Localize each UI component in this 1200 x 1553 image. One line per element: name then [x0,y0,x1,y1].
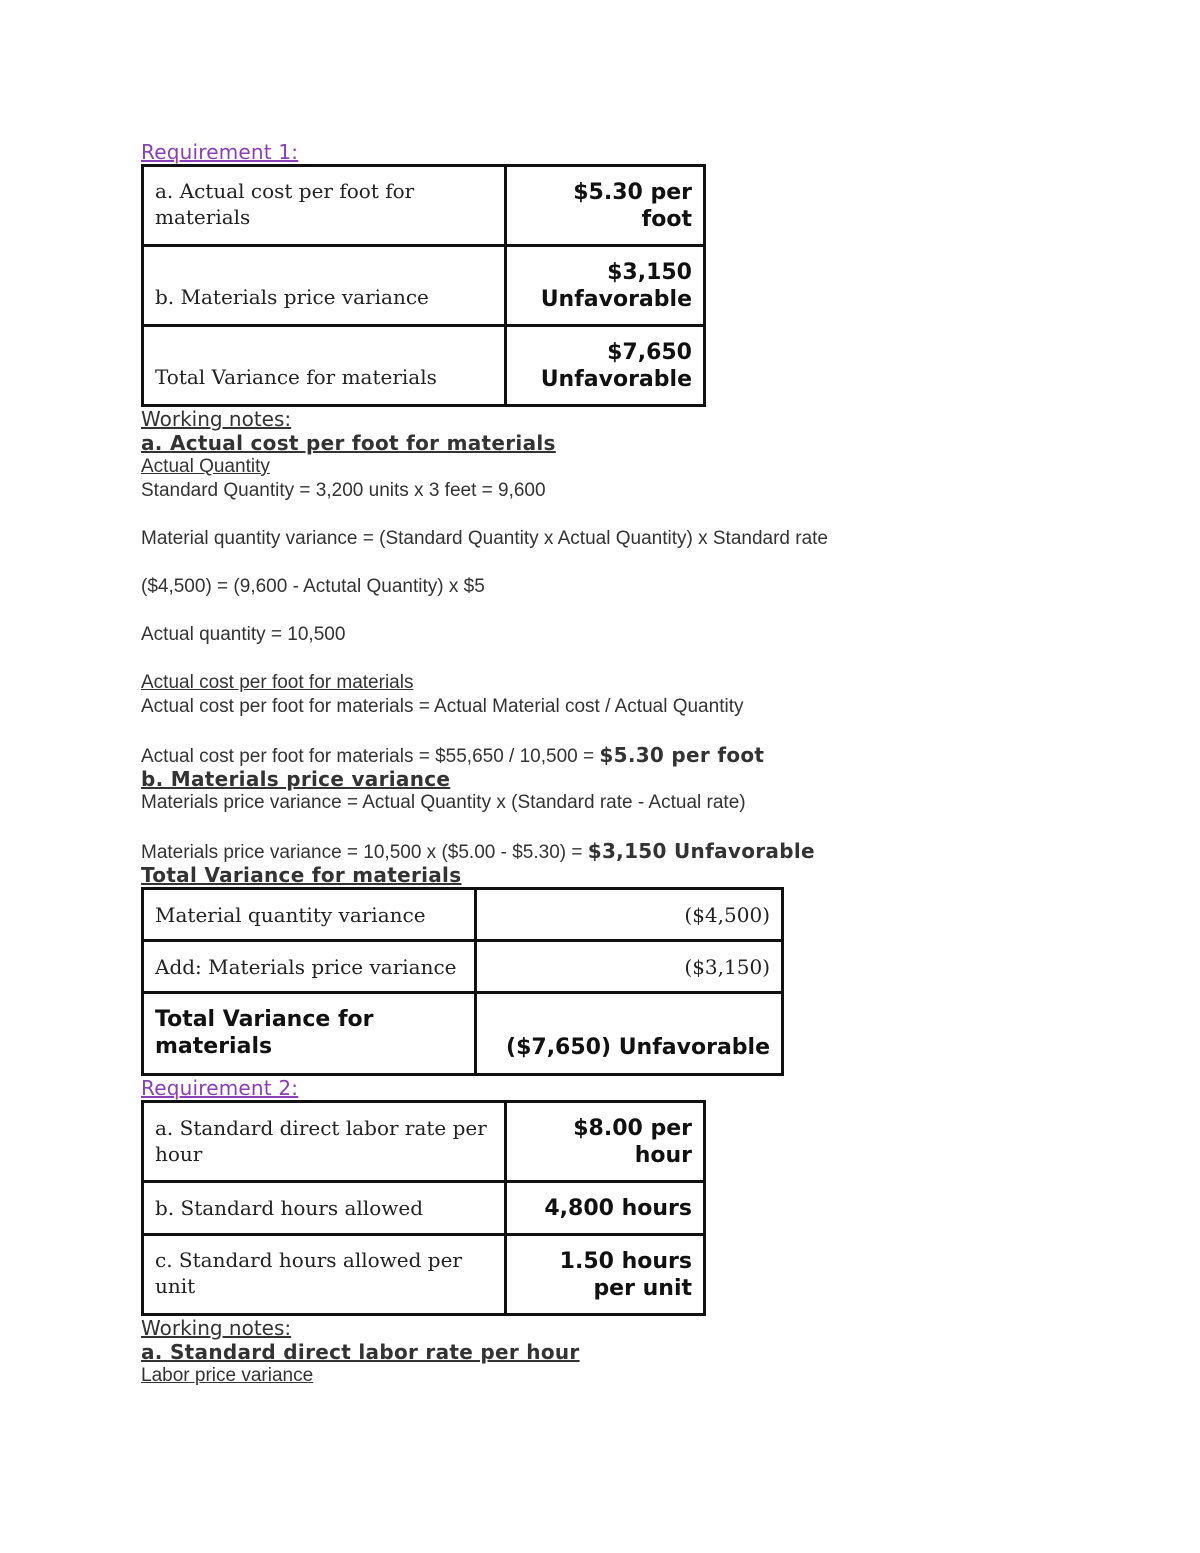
subheading-labor-price-variance: Labor price variance [141,1365,314,1386]
row-label: Total Variance for materials [143,326,506,406]
result-value: $3,150 Unfavorable [587,839,815,863]
total-variance-table [141,887,784,1076]
note-line: Actual quantity = 10,500 [141,624,346,645]
row-label: c. Standard hours allowed per unit [143,1235,506,1315]
working-notes-heading: Working notes: [141,407,292,431]
table-row [143,941,783,993]
subheading-actual-cost: Actual cost per foot for materials [141,672,414,693]
document-page [141,140,901,1388]
note-line: Actual cost per foot for materials = $55,650 / 10,500 = $5.30 per foot [141,743,765,767]
total-variance-heading: Total Variance for materials [141,863,462,887]
row-label: Material quantity variance [143,889,476,941]
row-value: $8.00 per hour [506,1102,705,1182]
row-label: a. Actual cost per foot for materials [143,166,506,246]
row-label: a. Standard direct labor rate per hour [143,1102,506,1182]
note-line: ($4,500) = (9,600 - Actutal Quantity) x $5 [141,576,485,597]
note-line: Materials price variance = 10,500 x ($5.00 - $5.30) = $3,150 Unfavorable [141,839,815,863]
section-b-heading: b. Materials price variance [141,767,451,791]
table-row [143,166,705,246]
row-value: ($4,500) [476,889,783,941]
total-label: Total Variance for materials [143,993,476,1075]
section-a-heading: a. Actual cost per foot for materials [141,431,556,455]
table-row [143,246,705,326]
note-line: Materials price variance = Actual Quantity x (Standard rate - Actual rate) [141,792,746,813]
working-notes-heading: Working notes: [141,1316,292,1340]
row-value: 1.50 hours per unit [506,1235,705,1315]
row-label: Add: Materials price variance [143,941,476,993]
table-row [143,889,783,941]
row-value: 4,800 hours [506,1182,705,1235]
row-label: b. Materials price variance [143,246,506,326]
table-row [143,1102,705,1182]
requirement-1-summary-table [141,164,706,407]
row-value: $7,650 Unfavorable [506,326,705,406]
table-row [143,326,705,406]
table-row [143,1182,705,1235]
row-value: ($3,150) [476,941,783,993]
requirement-1-heading: Requirement 1: [141,140,299,164]
section-a-heading: a. Standard direct labor rate per hour [141,1340,580,1364]
note-line: Actual cost per foot for materials = Actual Material cost / Actual Quantity [141,696,744,717]
subheading-actual-quantity: Actual Quantity [141,456,270,477]
table-row [143,1235,705,1315]
note-line: Material quantity variance = (Standard Quantity x Actual Quantity) x Standard rate [141,528,828,549]
result-value: $5.30 per foot [599,743,765,767]
row-value: $3,150 Unfavorable [506,246,705,326]
note-line: Standard Quantity = 3,200 units x 3 feet = 9,600 [141,480,546,501]
total-value: ($7,650) Unfavorable [476,993,783,1075]
row-label: b. Standard hours allowed [143,1182,506,1235]
row-value: $5.30 per foot [506,166,705,246]
table-total-row [143,993,783,1075]
requirement-2-heading: Requirement 2: [141,1076,299,1100]
requirement-2-summary-table [141,1100,706,1316]
